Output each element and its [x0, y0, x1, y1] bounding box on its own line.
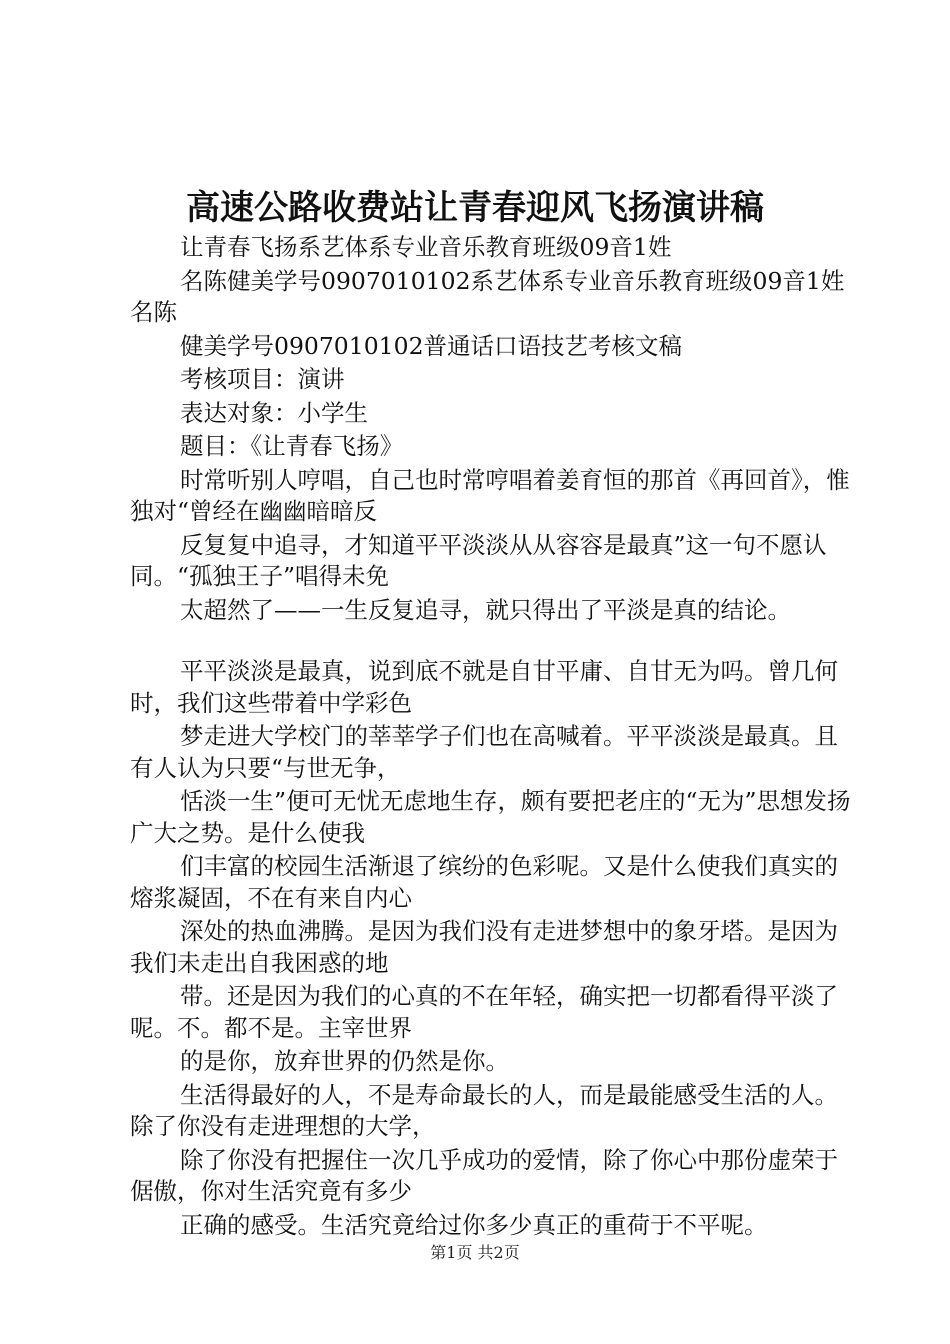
paragraph: 带。还是因为我们的心真的不在年轻，确实把一切都看得平淡了呢。不。都不是。主宰世界 [130, 982, 838, 1042]
paragraph: 恬淡一生”便可无忧无虑地生存，颇有要把老庄的“无为”思想发扬广大之势。是什么使我 [130, 787, 851, 847]
paragraph: 名陈健美学号0907010102系艺体系专业音乐教育班级09音1姓名陈 [130, 266, 845, 326]
paragraph: 时常听别人哼唱，自己也时常哼唱着姜育恒的那首《再回首》，惟独对“曾经在幽幽暗暗反 [130, 465, 850, 525]
paragraph: 深处的热血沸腾。是因为我们没有走进梦想中的象牙塔。是因为我们未走出自我困惑的地 [130, 917, 838, 977]
paragraph: 们丰富的校园生活渐退了缤纷的色彩呢。又是什么使我们真实的熔浆凝固，不在有来自内心 [130, 852, 838, 912]
document-body [130, 232, 855, 1243]
page-footer: 第1页 共2页 [430, 1243, 520, 1262]
paragraph: 健美学号0907010102普通话口语技艺考核文稿 [180, 331, 683, 360]
paragraph: 表达对象：小学生 [180, 398, 368, 427]
paragraph: 平平淡淡是最真，说到底不就是自甘平庸、自甘无为吗。曾几何时，我们这些带着中学彩色 [130, 657, 838, 717]
paragraph: 梦走进大学校门的莘莘学子们也在高喊着。平平淡淡是最真。且有人认为只要“与世无争， [130, 722, 838, 782]
paragraph: 除了你没有把握住一次几乎成功的爱情，除了你心中那份虚荣于倨傲，你对生活究竟有多少 [130, 1145, 838, 1205]
paragraph: 生活得最好的人，不是寿命最长的人，而是最能感受生活的人。除了你没有走进理想的大学， [130, 1080, 838, 1140]
paragraph: 正确的感受。生活究竟给过你多少真正的重荷于不平呢。 [180, 1210, 768, 1239]
paragraph: 反复复中追寻，才知道平平淡淡从从容容是最真”这一句不愿认同。“孤独王子”唱得未免 [130, 530, 827, 590]
paragraph: 题目：《让青春飞扬》 [180, 432, 404, 460]
paragraph: 让青春飞扬系艺体系专业音乐教育班级09音1姓 [180, 233, 672, 261]
paragraph: 太超然了——一生反复追寻，就只得出了平淡是真的结论。 [180, 595, 791, 624]
paragraph: 考核项目：演讲 [180, 365, 345, 393]
paragraph: 的是你，放弃世界的仍然是你。 [180, 1047, 509, 1075]
document-title: 高速公路收费站让青春迎风飞扬演讲稿 [186, 188, 764, 228]
